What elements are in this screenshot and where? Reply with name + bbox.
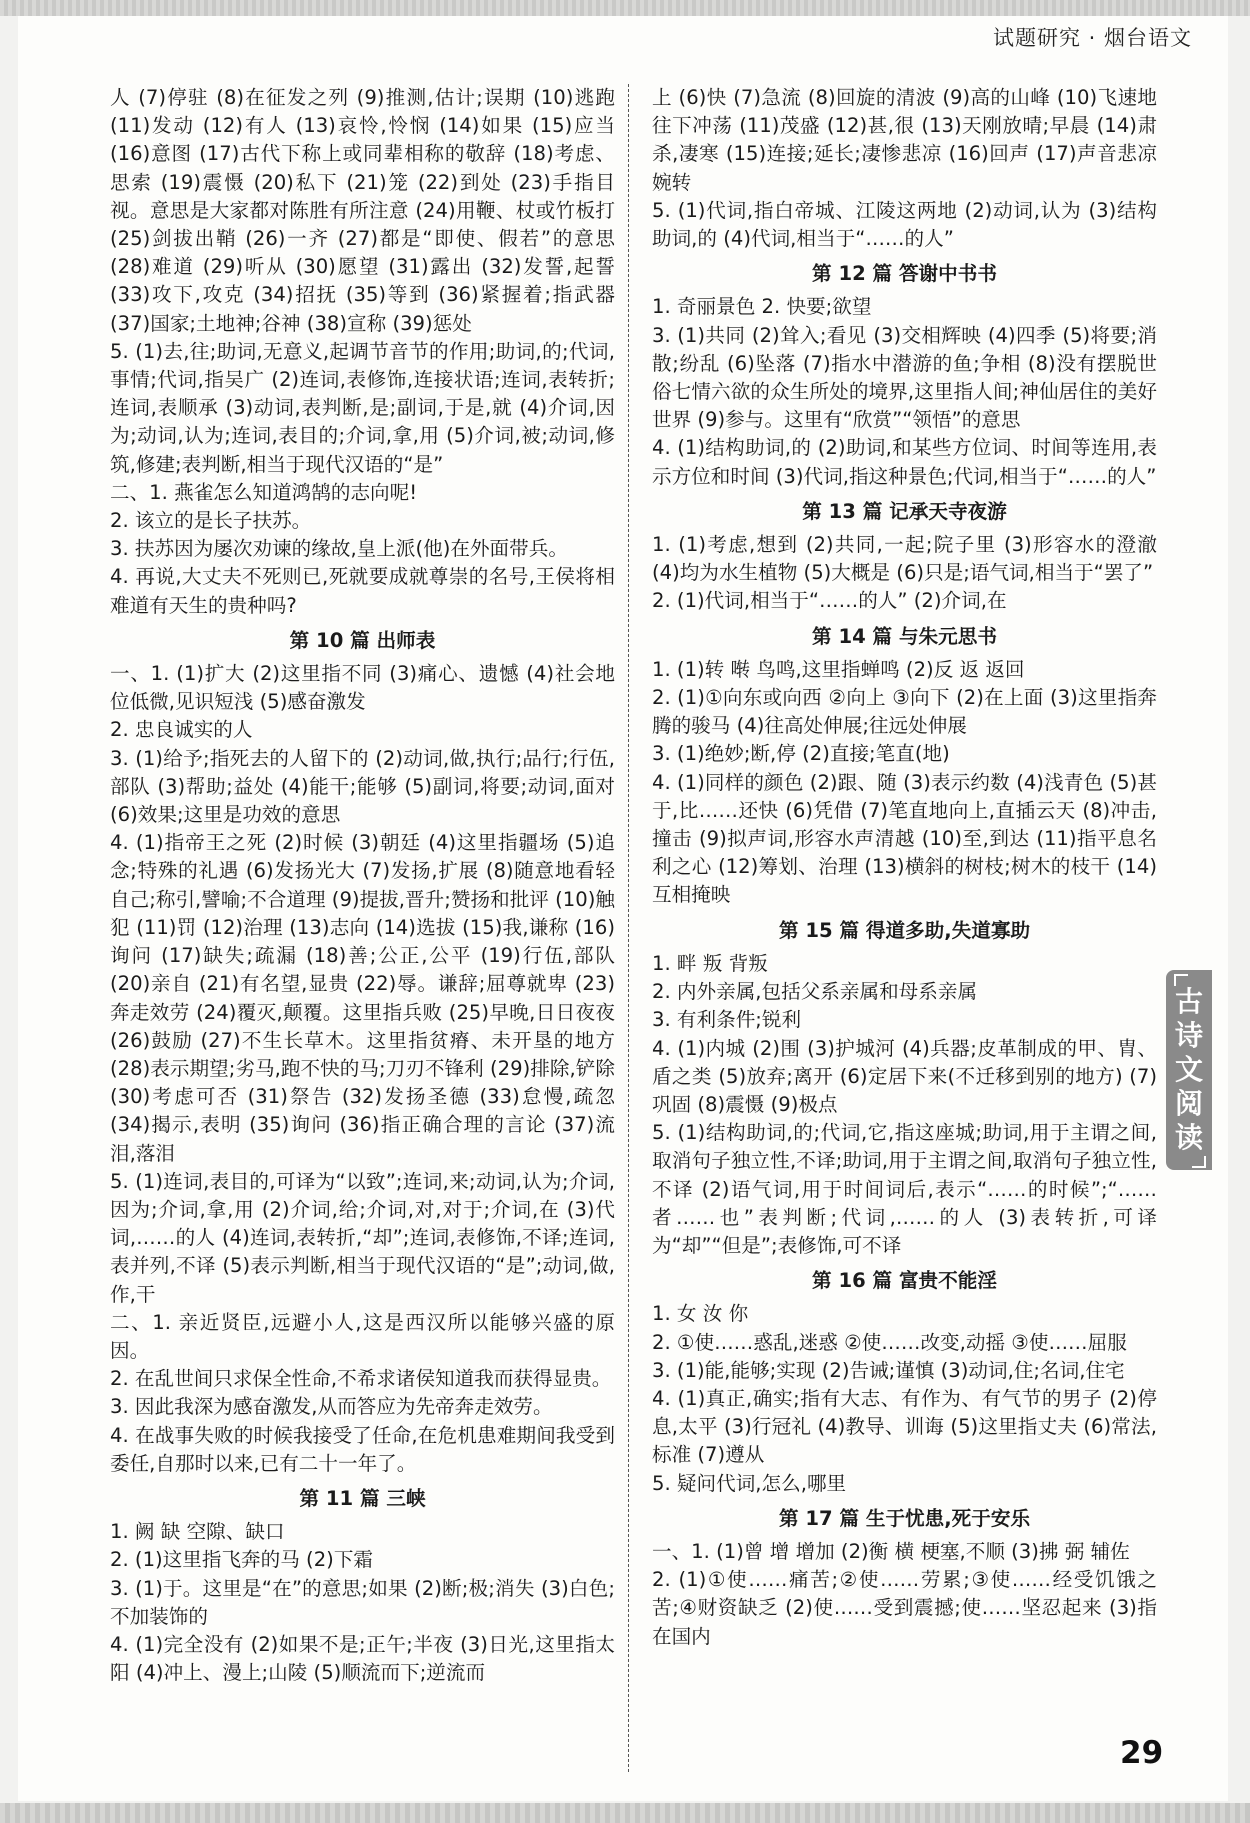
answer-item: 2. (1)代词,相当于“……的人” (2)介词,在: [652, 589, 1007, 613]
answer-item: 4. (1)结构助词,的 (2)助词,和某些方位词、时间等连用,表示方位和时间 (3)代词,指这种景色;代词,相当于“……的人”: [652, 436, 1157, 488]
answer-item: 1. 奇丽景色 2. 快要;欲望: [652, 295, 872, 319]
answer-item: 2. 内外亲属,包括父系亲属和母系亲属: [652, 980, 978, 1004]
page-number: 29: [1120, 1735, 1164, 1771]
scan-edge-top: [0, 0, 1250, 16]
scan-edge-bottom: [0, 1803, 1250, 1823]
running-header: 试题研究 · 烟台语文: [992, 26, 1192, 50]
column-divider: [628, 84, 629, 1772]
answer-item: 3. (1)给予;指死去的人留下的 (2)动词,做,执行;品行;行伍,部队 (3)帮助;益处 (4)能干;能够 (5)副词,将要;动词,面对 (6)效果;这里是功效的意思: [110, 746, 615, 827]
answer-item: 上 (6)快 (7)急流 (8)回旋的清波 (9)高的山峰 (10)飞速地往下冲荡 (11)茂盛 (12)甚,很 (13)天刚放晴;早晨 (14)肃杀,凄寒 (15)连接;延长;凄惨悲凉 (16)回声 (17)声音悲凉婉转: [652, 86, 1157, 194]
answer-item: 一、1. (1)扩大 (2)这里指不同 (3)痛心、遗憾 (4)社会地位低微,见识短浅 (5)感奋激发: [110, 662, 615, 714]
answer-item: 二、1. 燕雀怎么知道鸿鹄的志向呢!: [110, 480, 418, 504]
answer-item: 2. 该立的是长子扶苏。: [110, 509, 312, 533]
answer-item: 3. (1)共同 (2)耸入;看见 (3)交相辉映 (4)四季 (5)将要;消散;纷乱 (6)坠落 (7)指水中潜游的鱼;争相 (8)没有摆脱世俗七情六欲的众生所处的境界,这里指人间;神仙居住的美好世界 (9)参与。这里有“欣赏”“领悟”的意思: [652, 323, 1157, 432]
section-heading: 第 10 篇 出师表: [289, 628, 436, 652]
answer-item: 4. (1)完全没有 (2)如果不是;正午;半夜 (3)日光,这里指太阳 (4)冲上、漫上;山陵 (5)顺流而下;逆流而: [110, 1632, 615, 1685]
section-heading: 第 15 篇 得道多助,失道寡助: [778, 918, 1031, 942]
answer-item: 4. 再说,大丈夫不死则已,死就要成就尊崇的名号,王侯将相难道有天生的贵种吗?: [110, 565, 615, 617]
answer-item: 2. ①使……惑乱,迷惑 ②使……改变,动摇 ③使……屈服: [652, 1330, 1127, 1354]
answer-item: 2. (1)这里指飞奔的马 (2)下霜: [110, 1548, 374, 1572]
answer-item: 3. (1)于。这里是“在”的意思;如果 (2)断;极;消失 (3)白色;不加装饰的: [110, 1576, 615, 1628]
answer-item: 2. 忠良诚实的人: [110, 718, 253, 742]
answer-item: 3. (1)能,能够;实现 (2)告诫;谨慎 (3)动词,住;名词,住宅: [652, 1358, 1125, 1382]
answer-item: 5. (1)结构助词,的;代词,它,指这座城;助词,用于主谓之间,取消句子独立性,不译;助词,用于主谓之间,取消句子独立性,不译 (2)语气词,用于时间词后,表示“……的时候”;“……者……也”表判断;代词,……的人 (3)表转折,可译为“却”“但是”;表修饰,可不译: [652, 1121, 1157, 1257]
section-heading: 第 12 篇 答谢中书书: [812, 262, 997, 286]
answer-item: 3. (1)绝妙;断,停 (2)直接;笔直(地): [652, 742, 950, 766]
answer-item: 2. (1)①向东或向西 ②向上 ③向下 (2)在上面 (3)这里指奔腾的骏马 (4)往高处伸展;往远处伸展: [652, 686, 1157, 738]
answer-item: 1. 女 汝 你: [652, 1302, 749, 1326]
answer-item: 1. (1)转 啭 鸟鸣,这里指蝉鸣 (2)反 返 返回: [652, 657, 1025, 681]
answer-item: 4. (1)同样的颜色 (2)跟、随 (3)表示约数 (4)浅青色 (5)甚于,比……还快 (6)凭借 (7)笔直地向上,直插云天 (8)冲击,撞击 (9)拟声词,形容水声清越 (10)至,到达 (11)指平息名利之心 (12)筹划、治理 (13)横斜的树枝;树木的枝干 (14)互相掩映: [652, 770, 1157, 907]
answer-item: 5. (1)去,往;助词,无意义,起调节音节的作用;助词,的;代词,事情;代词,指吴广 (2)连词,表修饰,连接状语;连词,表转折;连词,表顺承 (3)动词,表判断,是;副词,于是,就 (4)介词,因为;动词,认为;连词,表目的;介词,拿,用 (5)介词,被;动词,修筑,修建;表判断,相当于现代汉语的“是”: [110, 339, 615, 476]
section-heading: 第 14 篇 与朱元思书: [812, 624, 997, 648]
answer-item: 二、1. 亲近贤臣,远避小人,这是西汉所以能够兴盛的原因。: [110, 1310, 615, 1362]
section-side-tab-label: 古诗文阅读: [1174, 985, 1203, 1154]
section-heading: 第 17 篇 生于忧患,死于安乐: [778, 1506, 1031, 1530]
answer-item: 2. (1)①使……痛苦;②使……劳累;③使……经受饥饿之苦;④财资缺乏 (2)使……受到震撼;使……坚忍起来 (3)指在国内: [652, 1568, 1157, 1648]
answer-item: 1. 畔 叛 背叛: [652, 951, 768, 975]
answer-item: 4. 在战事失败的时候我接受了任命,在危机患难期间我受到委任,自那时以来,已有二十一年了。: [110, 1423, 615, 1475]
answer-item: 一、1. (1)曾 增 增加 (2)衡 横 梗塞,不顺 (3)拂 弼 辅佐: [652, 1539, 1130, 1563]
section-heading: 第 13 篇 记承天寺夜游: [802, 499, 1007, 523]
answer-item: 3. 有利条件;锐利: [652, 1008, 802, 1032]
answer-item: 1. 阙 缺 空隙、缺口: [110, 1520, 285, 1544]
answer-item: 5. 疑问代词,怎么,哪里: [652, 1471, 847, 1495]
answer-item: 3. 扶苏因为屡次劝谏的缘故,皇上派(他)在外面带兵。: [110, 537, 568, 561]
answer-item: 2. 在乱世间只求保全性命,不希求诸侯知道我而获得显贵。: [110, 1367, 612, 1391]
answer-item: 4. (1)内城 (2)围 (3)护城河 (4)兵器;皮革制成的甲、胄、盾之类 (5)放弃;离开 (6)定居下来(不迁移到别的地方) (7)巩固 (8)震慑 (9)极点: [652, 1036, 1157, 1116]
side-tab-bracket-bottom: [1192, 1156, 1206, 1168]
answer-item: 人 (7)停驻 (8)在征发之列 (9)推测,估计;误期 (10)逃跑 (11)发动 (12)有人 (13)哀怜,怜悯 (14)如果 (15)应当 (16)意图 (17)古代下称上或同辈相称的敬辞 (18)考虑、思索 (19)震慑 (20)私下 (21)笼 (22)到处 (23)手指目视。意思是大家都对陈胜有所注意 (24)用鞭、杖或竹板打 (25)剑拔出鞘 (26)一齐 (27)都是“即使、假若”的意思 (28)难道 (29)听从 (30)愿望 (31)露出 (32)发誓,起誓 (33)攻下,攻克 (34)招抚 (35)等到 (36)紧握着;指武器 (37)国家;土地神;谷神 (38)宣称 (39)惩处: [110, 86, 615, 335]
answer-item: 5. (1)代词,指白帝城、江陵这两地 (2)动词,认为 (3)结构助词,的 (4)代词,相当于“……的人”: [652, 198, 1157, 251]
section-heading: 第 11 篇 三峡: [299, 1486, 426, 1510]
section-heading: 第 16 篇 富贵不能淫: [812, 1269, 997, 1293]
answer-item: 4. (1)真正,确实;指有大志、有作为、有气节的男子 (2)停息,太平 (3)行冠礼 (4)教导、训诲 (5)这里指丈夫 (6)常法,标准 (7)遵从: [652, 1386, 1157, 1467]
answer-item: 1. (1)考虑,想到 (2)共同,一起;院子里 (3)形容水的澄澈 (4)均为水生植物 (5)大概是 (6)只是;语气词,相当于“罢了”: [652, 533, 1157, 585]
answer-item: 3. 因此我深为感奋激发,从而答应为先帝奔走效劳。: [110, 1395, 553, 1419]
right-column: [652, 84, 1157, 1651]
answer-item: 5. (1)连词,表目的,可译为“以致”;连词,来;动词,认为;介词,因为;介词,拿,用 (2)介词,给;介词,对,对于;介词,在 (3)代词,……的人 (4)连词,表转折,“却”;连词,表修饰,不译;连词,表并列,不译 (5)表示判断,相当于现代汉语的“是”;动词,做,作,干: [110, 1169, 615, 1306]
left-column: [110, 84, 615, 1687]
answer-item: 4. (1)指帝王之死 (2)时候 (3)朝廷 (4)这里指疆场 (5)追念;特殊的礼遇 (6)发扬光大 (7)发扬,扩展 (8)随意地看轻自己;称引,譬喻;不合道理 (9)提拔,晋升;赞扬和批评 (10)触犯 (11)罚 (12)治理 (13)志向 (14)选拔 (15)我,谦称 (16)询问 (17)缺失;疏漏 (18)善;公正,公平 (19)行伍,部队 (20)亲自 (21)有名望,显贵 (22)辱。谦辞;屈尊就卑 (23)奔走效劳 (24)覆灭,颠覆。这里指兵败 (25)早晚,日日夜夜 (26)鼓励 (27)不生长草木。这里指贫瘠、未开垦的地方 (28)表示期望;劣马,跑不快的马;刀刃不锋利 (29)排除,铲除 (30)考虑可否 (31)祭告 (32)发扬圣德 (33)怠慢,疏忽 (34)揭示,表明 (35)询问 (36)指正确合理的言论 (37)流泪,落泪: [110, 831, 615, 1165]
